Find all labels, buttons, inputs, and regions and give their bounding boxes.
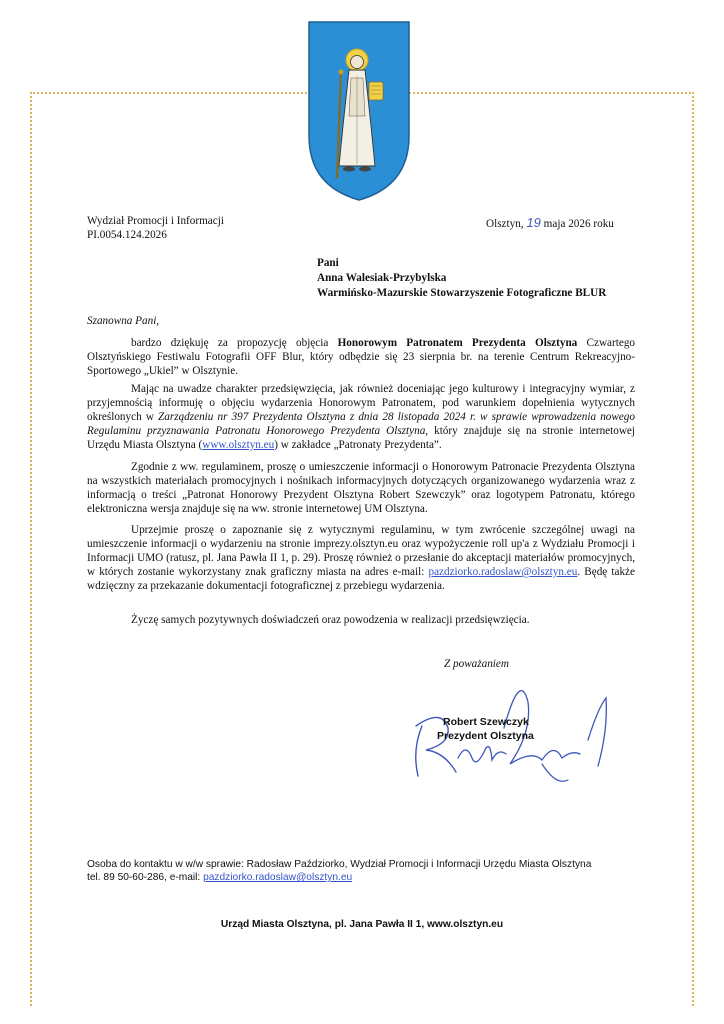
contact-phone-email-line (87, 871, 352, 885)
contact-phone: tel. 89 50-60-286, e-mail: (87, 872, 204, 883)
body-paragraph-1 (87, 336, 635, 378)
recipient-block (317, 256, 606, 301)
closing-regards: Z poważaniem (444, 658, 509, 670)
date-day: 19 (526, 215, 541, 230)
p4-text-b: . Będę także wdzięczny za przekazanie dokumentacji fotograficznej z przebiegu wydarzenia. (87, 566, 635, 592)
p2-text-a: Mając na uwadze charakter przedsięwzięcia, jak również doceniając jego kulturowy i integracyjny wymiar, z przyjemnością informuję o objęciu wydarzenia Honorowym Patronatem, pod warunkiem dopełnienia wytycznych określonych w (87, 383, 635, 423)
p1-text-a: bardzo dziękuję za propozycję objęcia (131, 337, 338, 349)
letter-date (486, 216, 614, 231)
coat-of-arms-icon (303, 16, 415, 204)
recipient-organization: Warmińsko-Mazurskie Stowarzyszenie Fotograficzne BLUR (317, 287, 607, 299)
p4-text-a: Uprzejmie proszę o zapoznanie się z wytycznymi regulaminu, w tym zwrócenie szczególnej uwagi na umieszczenie informacji o wydarzeniu na stronie imprezy.olsztyn.eu oraz wypożyczenie roll up'a z Wydziału Promocji i Informacji UMO (ratusz, pl. Jana Pawła II 1, p. 29). Proszę również o przesłanie do akceptacji materiałów promocyjnych, w których zostanie wykorzystany znak graficzny miasta na adres e-mail: (87, 524, 635, 578)
date-prefix: Olsztyn, (486, 218, 527, 230)
signer-name: Robert Szewczyk (443, 716, 529, 728)
p5-text: Życzę samych pozytywnych doświadczeń oraz powodzenia w realizacji przedsięwzięcia. (131, 614, 530, 626)
p1-text-c: Czwartego Olsztyńskiego Festiwalu Fotografii OFF Blur, który odbędzie się 23 sierpnia br. na terenie Centrum Rekreacyjno-Sportowego „Ukiel” w Olsztynie. (87, 337, 636, 377)
p2-regulation-title: Zarządzeniu nr 397 Prezydenta Olsztyna z dnia 28 listopada 2024 r. w sprawie wprowadzenia nowego Regulaminu przyznawania Patronatu Honorowego Prezydenta Olsztyna (87, 411, 635, 437)
p2-text-d: ) w zakładce „Patronaty Prezydenta”. (274, 439, 442, 451)
reference-number: PI.0054.124.2026 (87, 229, 167, 241)
p2-text-c: , który znajduje się na stronie internetowej Urzędu Miasta Olsztyna ( (87, 425, 635, 451)
body-paragraph-5 (87, 613, 635, 627)
p1-emphasis: Honorowym Patronatem Prezydenta Olsztyna (337, 337, 578, 349)
salutation: Szanowna Pani, (87, 315, 160, 327)
contact-email-link[interactable]: pazdziorko.radoslaw@olsztyn.eu (203, 872, 353, 883)
date-suffix: maja 2026 roku (540, 218, 614, 230)
decorative-frame-left (30, 92, 32, 1006)
decorative-frame-right (692, 92, 694, 1006)
email-link[interactable]: pazdziorko.radoslaw@olsztyn.eu (428, 566, 578, 578)
body-paragraph-4 (87, 523, 635, 593)
signer-title: Prezydent Olsztyna (437, 730, 534, 742)
contact-person-line: Osoba do kontaktu w w/w sprawie: Radosław Paździorko, Wydział Promocji i Informacji Urzędu Miasta Olsztyna (87, 859, 592, 870)
sender-department: Wydział Promocji i Informacji (87, 215, 224, 227)
website-link[interactable]: www.olsztyn.eu (202, 439, 275, 451)
recipient-name: Anna Walesiak-Przybylska (317, 272, 447, 284)
body-paragraph-3 (87, 460, 635, 516)
body-paragraph-2 (87, 382, 635, 452)
recipient-title: Pani (317, 257, 339, 269)
p3-text: Zgodnie z ww. regulaminem, proszę o umieszczenie informacji o Honorowym Patronacie Prezydenta Olsztyna na wszystkich materiałach promocyjnych i nośnikach informacyjnych dotyczących organizowanego wydarzenia wraz z informacją o treści „Patronat Honorowy Prezydent Olsztyna Robert Szewczyk” oraz logotypem Patronatu, którego elektroniczna wersja znajduje się na ww. stronie internetowej UM Olsztyna. (87, 461, 635, 515)
letter-footer: Urząd Miasta Olsztyna, pl. Jana Pawła II 1, www.olsztyn.eu (220, 919, 504, 930)
